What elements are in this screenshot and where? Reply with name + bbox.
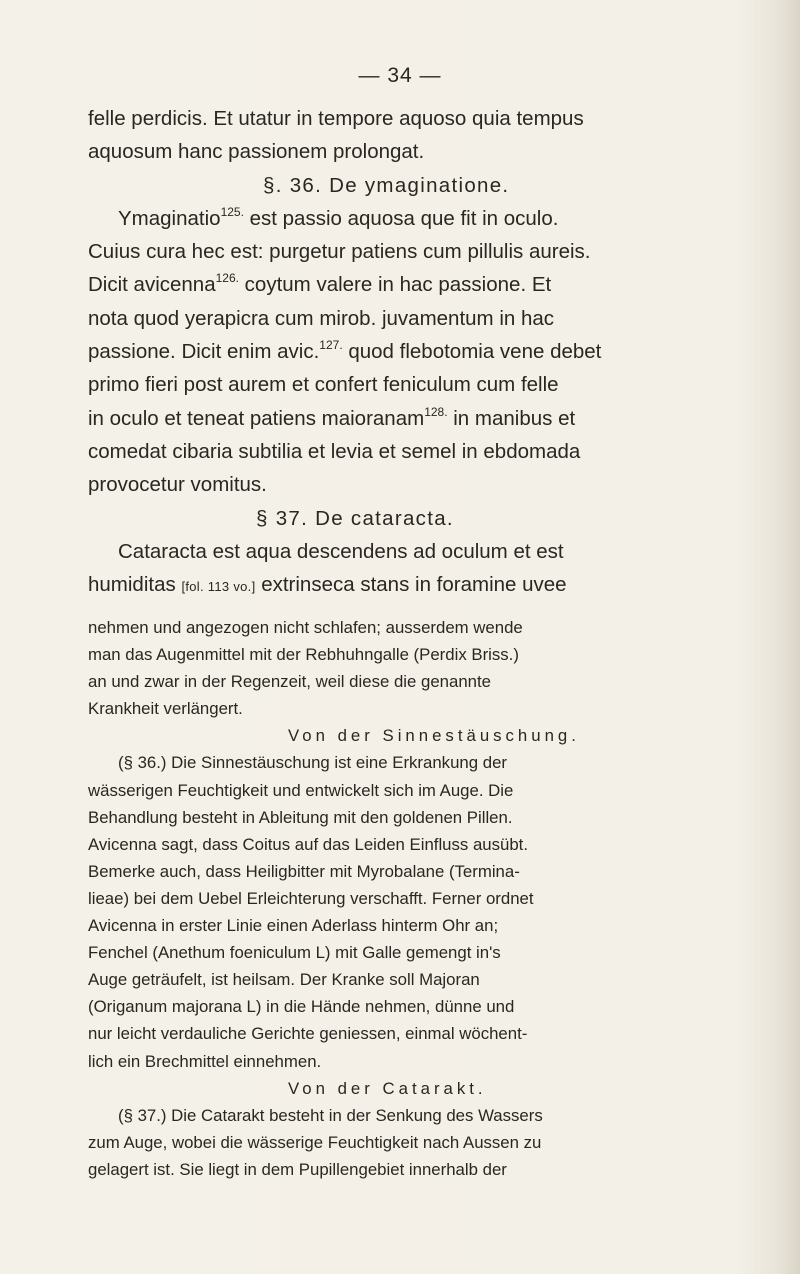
text-line: Behandlung besteht in Ableitung mit den goldenen Pillen. [88,807,513,827]
text-line: lich ein Brechmittel einnehmen. [88,1051,322,1071]
text-line [88,402,728,435]
latin-text-block [88,102,728,603]
text-line [88,568,728,603]
text-fragment: extrinseca stans in foramine uvee [255,573,567,597]
text-line: Avicenna sagt, dass Coitus auf das Leiden Einfluss ausübt. [88,834,529,854]
text-fragment: quod flebotomia vene debet [342,340,602,364]
section-heading-37: § 37. De cataracta. [256,506,454,530]
text-line: Bemerke auch, dass Heiligbitter mit Myrobalane (Termina- [88,861,520,881]
german-heading-catarakt: Von der Catarakt. [288,1078,487,1098]
text-line: lieae) bei dem Uebel Erleichterung verschafft. Ferner ordnet [88,888,534,908]
text-line: Krankheit verlängert. [88,699,243,719]
text-fragment: Dicit avicenna [88,273,216,297]
footnote-ref-125: 125. [220,204,244,219]
text-fragment: in manibus et [447,406,576,430]
section-heading-36: §. 36. De ymaginatione. [263,173,510,197]
text-line: nota quod yerapicra cum mirob. juvamentum in hac [88,306,555,330]
text-line: (§ 36.) Die Sinnestäuschung ist eine Erkrankung der [118,753,507,773]
text-fragment: coytum valere in hac passione. Et [238,273,552,297]
text-line: gelagert ist. Sie liegt in dem Pupillengebiet innerhalb der [88,1159,507,1179]
text-line: felle perdicis. Et utatur in tempore aquoso quia tempus [88,107,584,130]
text-line: aquosum hanc passionem prolongat. [88,140,425,164]
text-line [88,202,728,235]
text-fragment: passione. Dicit enim avic. [88,340,320,364]
footnote-ref-126: 126. [215,271,239,286]
text-line: provocetur vomitus. [88,473,267,497]
text-line [88,268,728,301]
text-line: Avicenna in erster Linie einen Aderlass hinterm Ohr an; [88,916,499,936]
text-line: Fenchel (Anethum foeniculum L) mit Galle gemengt in's [88,943,501,963]
text-line: comedat cibaria subtilia et levia et semel in ebdomada [88,439,581,463]
text-fragment: est passio aquosa que fit in oculo. [243,206,559,230]
text-line: (Origanum majorana L) in die Hände nehmen, dünne und [88,997,515,1017]
text-line: Cuius cura hec est: purgetur patiens cum pillulis aureis. [88,240,591,264]
text-line: wässerigen Feuchtigkeit und entwickelt sich im Auge. Die [88,780,514,800]
footnote-ref-128: 128. [424,404,448,419]
text-line: nehmen und angezogen nicht schlafen; ausserdem wende [88,618,523,637]
text-line: (§ 37.) Die Catarakt besteht in der Senkung des Wassers [118,1105,543,1125]
text-line [88,335,728,368]
footnote-ref-127: 127. [319,338,343,353]
text-line: nur leicht verdauliche Gerichte geniessen, einmal wöchent- [88,1024,528,1044]
text-fragment: in oculo et teneat patiens maioranam [88,406,425,430]
text-line: Auge geträufelt, ist heilsam. Der Kranke soll Majoran [88,970,480,990]
text-fragment: Ymaginatio [118,206,221,230]
folio-marker: [fol. 113 vo.] [181,579,256,595]
german-heading-sinnestaeuschung: Von der Sinnestäuschung. [288,726,580,746]
text-line: primo fieri post aurem et confert feniculum cum felle [88,373,559,397]
german-translation-block [88,614,728,1183]
text-line: zum Auge, wobei die wässerige Feuchtigkeit nach Aussen zu [88,1132,542,1152]
text-line: Cataracta est aqua descendens ad oculum et est [118,539,564,563]
page-number: — 34 — [358,64,442,87]
text-fragment: humiditas [88,573,182,597]
text-line: man das Augenmittel mit der Rebhuhngalle (Perdix Briss.) [88,645,519,665]
text-line: an und zwar in der Regenzeit, weil diese die genannte [88,672,492,692]
